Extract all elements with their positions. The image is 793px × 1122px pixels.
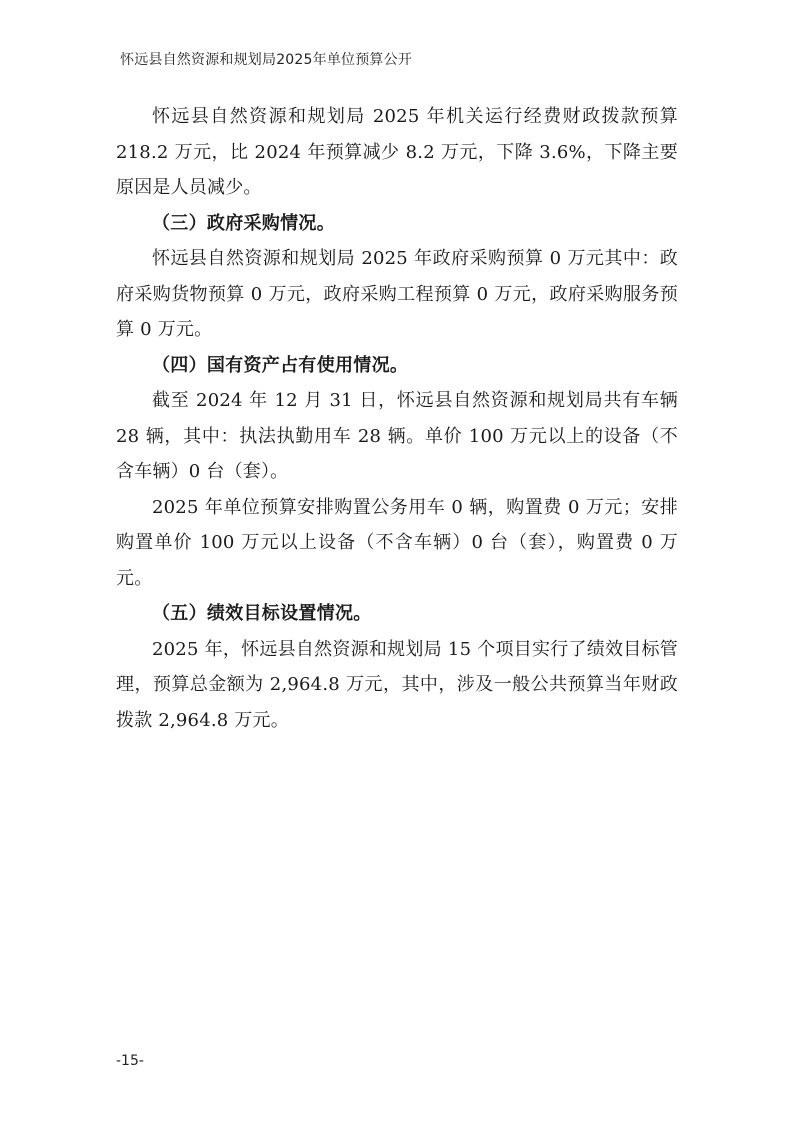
paragraph-performance-targets: 2025 年，怀远县自然资源和规划局 15 个项目实行了绩效目标管理，预算总金额为 2,964.8 万元，其中，涉及一般公共预算当年财政拨款 2,964.8 万元。 xyxy=(116,638,678,731)
paragraph-government-procurement: 怀远县自然资源和规划局 2025 年政府采购预算 0 万元其中：政府采购货物预算 0 万元，政府采购工程预算 0 万元，政府采购服务预算 0 万元。 xyxy=(116,248,678,340)
document-body xyxy=(116,99,678,738)
heading-government-procurement: （三）政府采购情况。 xyxy=(152,212,335,234)
page-header-title: 怀远县自然资源和规划局2025年单位预算公开 xyxy=(120,52,413,68)
heading-state-assets: （四）国有资产占有使用情况。 xyxy=(152,354,409,376)
paragraph-operating-funds: 怀远县自然资源和规划局 2025 年机关运行经费财政拨款预算 218.2 万元，比 2024 年预算减少 8.2 万元，下降 3.6%，下降主要原因是人员减少。 xyxy=(116,106,678,198)
paragraph-assets-purchase: 2025 年单位预算安排购置公务用车 0 辆，购置费 0 万元；安排购置单价 100 万元以上设备（不含车辆）0 台（套），购置费 0 万元。 xyxy=(116,496,678,589)
paragraph-assets-vehicles: 截至 2024 年 12 月 31 日，怀远县自然资源和规划局共有车辆 28 辆，其中：执法执勤用车 28 辆。单价 100 万元以上的设备（不含车辆）0 台（套）。 xyxy=(116,390,678,482)
heading-performance-targets: （五）绩效目标设置情况。 xyxy=(152,603,372,624)
page-number: -15- xyxy=(116,1053,144,1069)
